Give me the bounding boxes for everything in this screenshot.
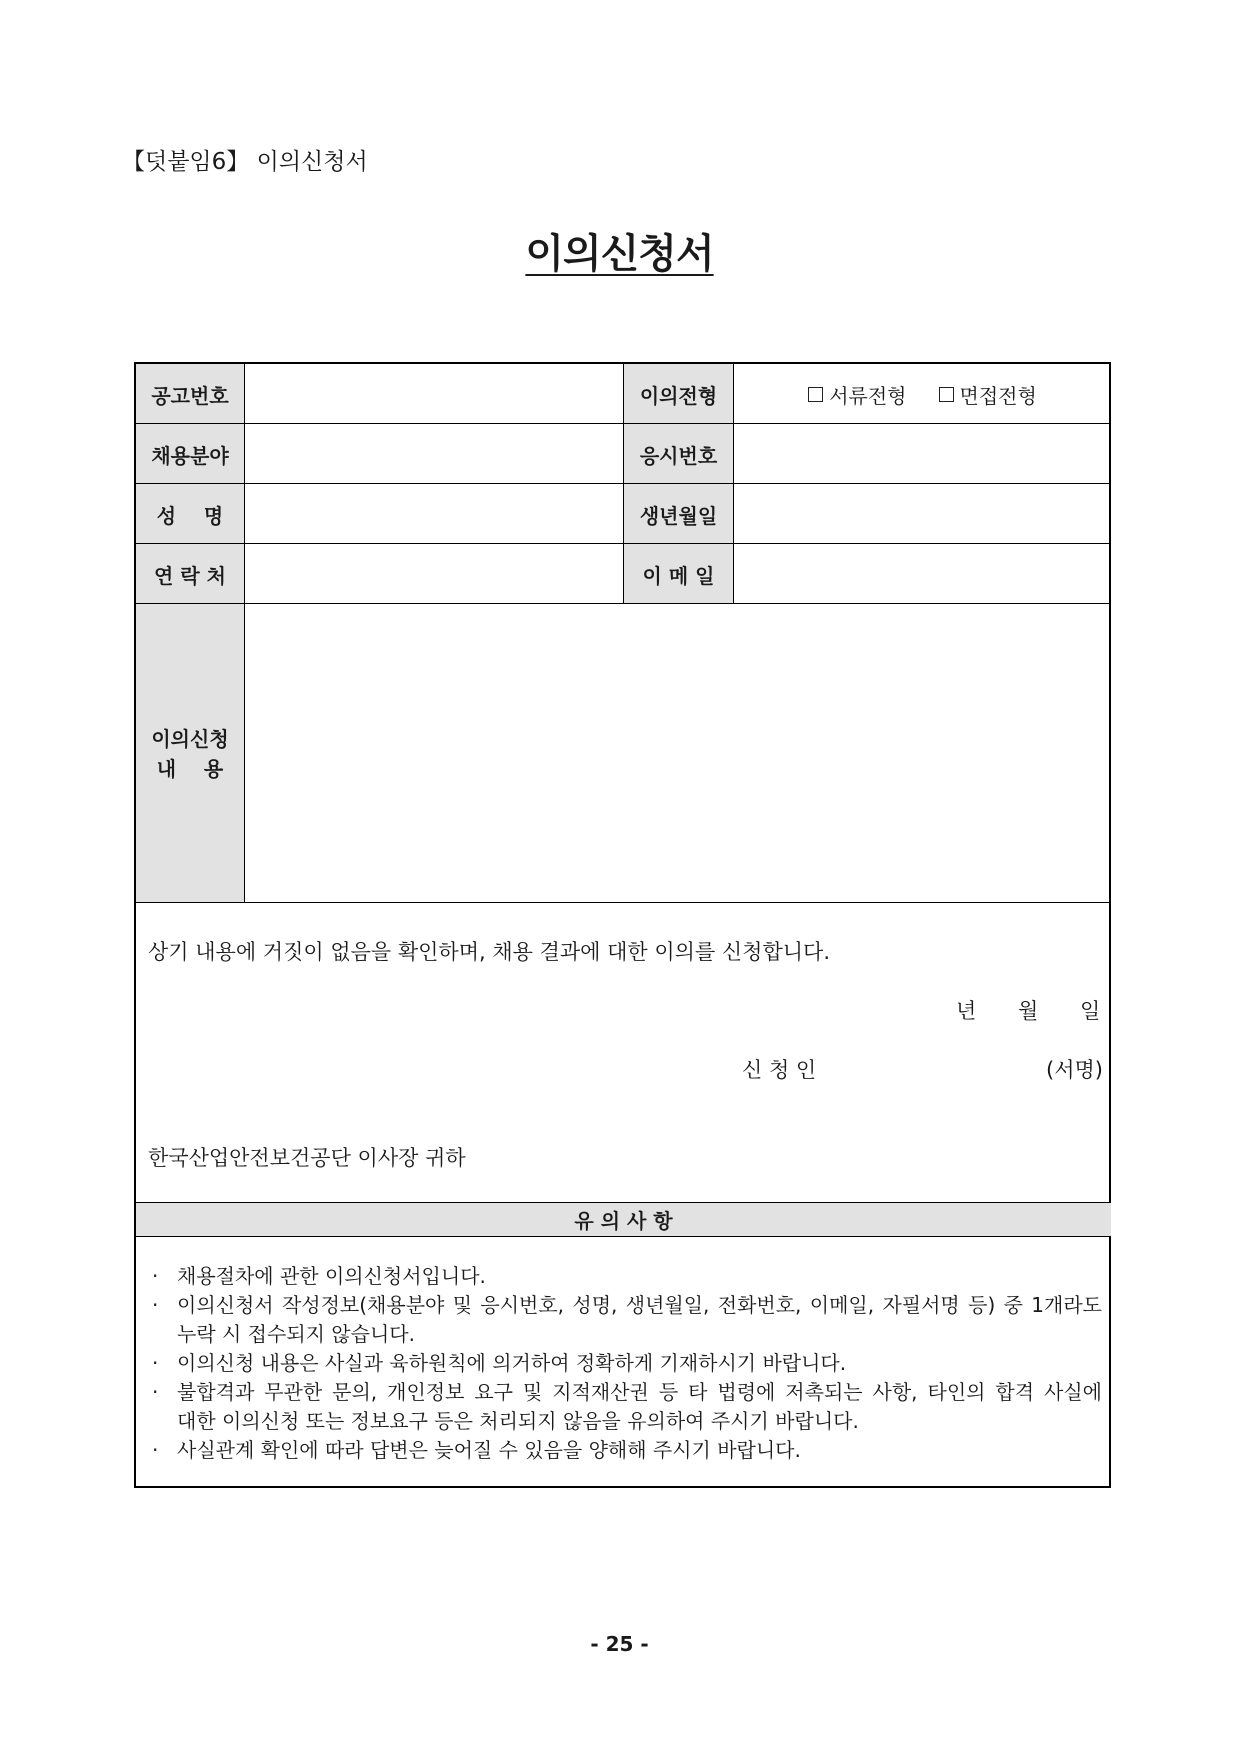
note-line: 채용절차에 관한 이의신청서입니다.: [177, 1264, 486, 1288]
label-objection-content-line1: 이의신청: [151, 726, 229, 751]
notice-number-field[interactable]: [245, 364, 623, 424]
list-item: [152, 1349, 1102, 1378]
label-objection-content-line2: 내 용: [156, 756, 224, 781]
document-title-wrap: [0, 222, 1239, 279]
bullet: ·: [152, 1438, 159, 1462]
list-item: [152, 1291, 1102, 1349]
label-notice-number: 공고번호: [136, 364, 244, 424]
column-divider: [623, 364, 624, 604]
list-item: [152, 1436, 1102, 1465]
notes-list: [152, 1262, 1102, 1465]
column-divider: [733, 364, 734, 604]
document-screening-checkbox[interactable]: [808, 387, 823, 402]
row-divider: [136, 1236, 1111, 1237]
option-document-screening[interactable]: [808, 380, 906, 409]
label-birthdate: 생년월일: [624, 484, 733, 544]
objection-type-options: [734, 364, 1111, 424]
page-number: - 25 -: [590, 1632, 649, 1656]
interview-screening-checkbox[interactable]: [939, 387, 954, 402]
note-line: 사실관계 확인에 따라 답변은 늦어질 수 있음을 양해해 주시기 바랍니다.: [177, 1438, 801, 1462]
bullet: ·: [152, 1293, 159, 1317]
birthdate-field[interactable]: [734, 484, 1111, 544]
document-title: 이의신청서: [525, 231, 714, 277]
label-contact: 연 락 처: [136, 544, 244, 604]
declaration-text: 상기 내용에 거짓이 없음을 확인하며, 채용 결과에 대한 이의를 신청합니다.: [148, 940, 831, 964]
note-line: 이의신청서 작성정보(채용분야 및 응시번호, 성명, 생년월일, 전화번호, 이메일, 자필서명 등) 중 1개라도: [177, 1293, 1102, 1317]
note-line: 불합격과 무관한 문의, 개인정보 요구 및 지적재산권 등 타 법령에 저촉되는 사항, 타인의 합격 사실에: [177, 1380, 1102, 1404]
bullet: ·: [152, 1380, 159, 1404]
date-day-label: 일: [1080, 999, 1101, 1023]
contact-field[interactable]: [245, 544, 623, 604]
label-recruit-field: 채용분야: [136, 424, 244, 484]
interview-screening-label: 면접전형: [959, 383, 1037, 408]
date-year-label: 년: [956, 999, 977, 1023]
option-interview-screening[interactable]: [939, 380, 1037, 409]
label-name: 성 명: [136, 484, 244, 544]
column-divider: [244, 364, 245, 903]
label-objection-type: 이의전형: [624, 364, 733, 424]
bullet: ·: [152, 1264, 159, 1288]
note-line: 누락 시 접수되지 않습니다.: [177, 1322, 415, 1346]
list-item: [152, 1378, 1102, 1436]
label-objection-content: [136, 604, 244, 903]
list-item: [152, 1262, 1102, 1291]
label-email: 이 메 일: [624, 544, 733, 604]
note-line: 대한 이의신청 또는 정보요구 등은 처리되지 않음을 유의하여 주시기 바랍니다.: [177, 1409, 859, 1433]
name-field[interactable]: [245, 484, 623, 544]
label-exam-number: 응시번호: [624, 424, 733, 484]
addressee-text: 한국산업안전보건공단 이사장 귀하: [148, 1146, 466, 1170]
recruit-field-input[interactable]: [245, 424, 623, 484]
exam-number-field[interactable]: [734, 424, 1111, 484]
attachment-label: 【덧붙임6】 이의신청서: [122, 149, 368, 175]
email-field[interactable]: [734, 544, 1111, 604]
bullet: ·: [152, 1351, 159, 1375]
objection-content-field[interactable]: [245, 604, 1111, 903]
date-month-label: 월: [1018, 999, 1039, 1023]
applicant-label: 신 청 인: [742, 1058, 817, 1082]
notes-title: 유 의 사 항: [136, 1203, 1111, 1236]
note-line: 이의신청 내용은 사실과 육하원칙에 의거하여 정확하게 기재하시기 바랍니다.: [177, 1351, 847, 1375]
document-screening-label: 서류전형: [829, 383, 907, 408]
signature-label: (서명): [1046, 1058, 1103, 1082]
row-divider: [136, 902, 1111, 903]
objection-form: [134, 362, 1111, 1488]
